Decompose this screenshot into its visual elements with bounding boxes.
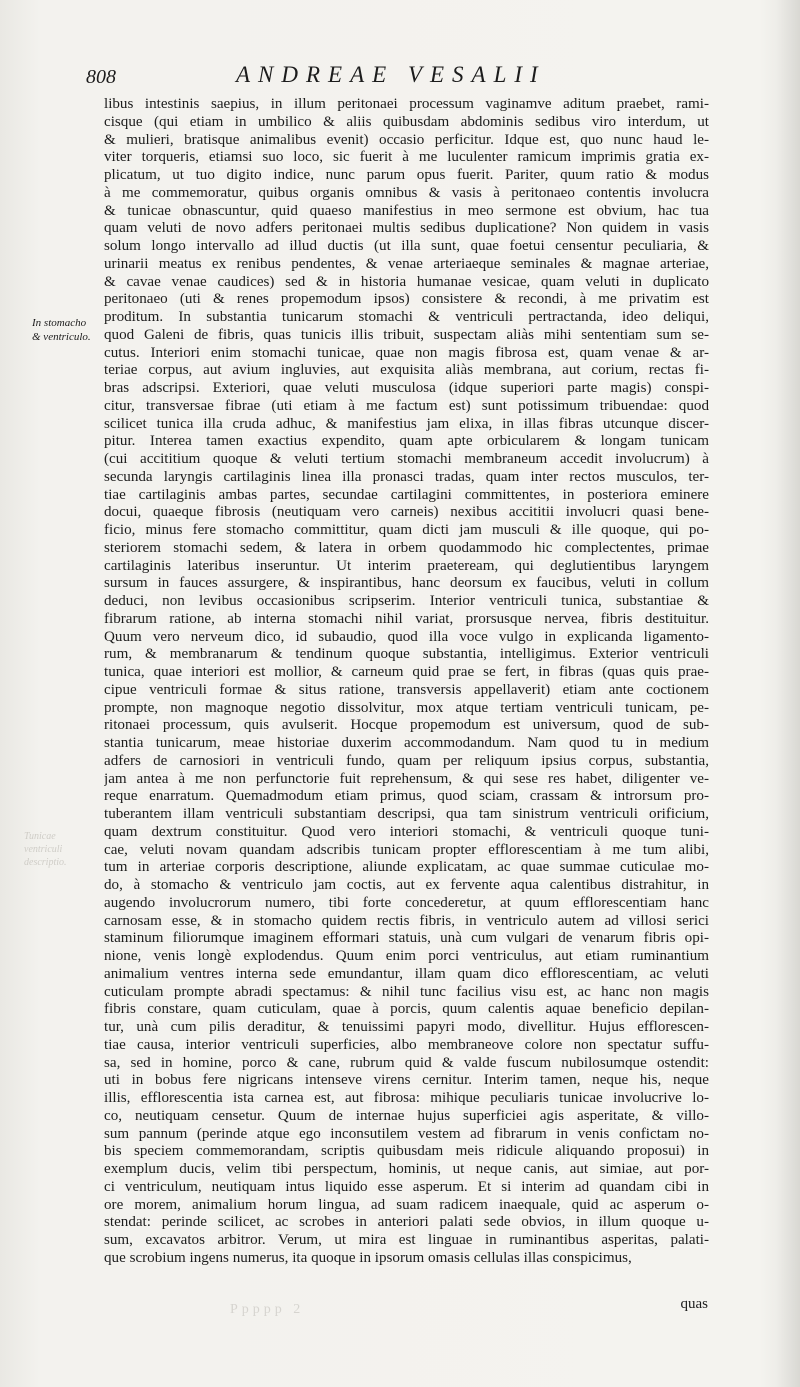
text-line: co, neutiquam censetur. Quum de internae hujus superficiei agis asperitate, & villo-: [104, 1107, 709, 1124]
text-line: stendat: perinde scilicet, ac scrobes in anteriori palati sede obvios, in illum quoque u-: [104, 1214, 709, 1231]
text-line: prompte, non magnoque negotio dissolvitur, mox atque tertiam ventriculi tunicam, pe-: [104, 699, 709, 716]
text-line: adfers de carnosiori in ventriculi fundo, quam per reliquum ipsius corpus, substantia,: [104, 752, 709, 769]
text-line: nione, venis longè explodendus. Quum enim porci ventriculus, aut etiam ruminantium: [104, 948, 709, 964]
page-number: 808: [86, 66, 116, 88]
text-line: teriae corpus, aut avium ingluvies, aut exquisita aliàs membrana, aut corium, rectas fi-: [104, 362, 709, 379]
text-line: & cavae venae caudices) sed & in historia humanae vesicae, quam veluti in duplicato: [104, 273, 709, 290]
text-line: sum, excavatos arbitror. Verum, ut mira est linguae in ruminantibus asperitas, palati-: [104, 1232, 709, 1248]
text-line: cipue ventriculi formae & situs ratione, transversis appellaverit) etiam ante coctionem: [104, 681, 709, 698]
text-line: uti in bobus fere nigricans intenseve virens cernitur. Interim tamen, neque his, neque: [104, 1072, 709, 1089]
text-line: Quum vero nerveum dico, id subaudio, quod illa voce vulgo in explicanda ligamento-: [104, 628, 709, 645]
text-line: peritonaeo (uti & renes propemodum ipsos) consistere & recondi, à me privatim est: [104, 291, 709, 308]
text-line: secunda laryngis cartilaginis linea illa pronasci tradas, quam inter rectos musculos, ter-: [104, 468, 709, 485]
text-line: carnosam esse, & in stomacho quidem rectis fibris, in ventriculo autem ad villosi serici: [104, 912, 709, 929]
text-line: tum in arteriae corporis descriptione, aliunde explicatam, ac quae summae cuticulae mo-: [104, 859, 709, 876]
text-line: proditum. In substantia tunicarum stomachi & ventriculi pertractanda, ideo deliqui,: [104, 309, 709, 325]
text-line: tiae cartilaginis ambas partes, secundae cartilagini committentes, in posteriora eminere: [104, 486, 709, 503]
text-line: bras adscripsi. Exteriori, quae veluti musculosa (idque superiori parte magis) conspi-: [104, 380, 709, 396]
text-line: docui, quaeque fibrosis (neutiquam vero carneis) nexibus accititii involucri quasi bene-: [104, 504, 709, 521]
text-line: solum longo intervallo ad illud ductis (ut illa sunt, quae foetui censentur peculiaria, &: [104, 238, 709, 254]
text-line: jam antea à me non perfunctorie fuit reprehensum, & qui sese res habet, diligenter ve-: [104, 770, 709, 787]
text-line: quam veluti de novo adfers peritonaei multis sedibus duplicatione? Non quidem in vasis: [104, 220, 709, 237]
text-line: rum, & membranarum & tendinum quoque substantia, intelligimus. Exterior ventriculi: [104, 646, 709, 663]
margin-note-line: In stomacho: [32, 317, 87, 329]
text-line: tuberantem illam ventriculi substantiam descripsi, qua tam sinistrum ventriculi orificium,: [104, 806, 709, 822]
page-header: [86, 60, 716, 96]
text-line: staminum filiorumque imaginem efformari statuis, unà cum vulgari de venarum fibris opi-: [104, 930, 709, 947]
text-line: pitur. Interea tamen exactius expendito, quam apte orbicularem & longam tunicam: [104, 433, 709, 450]
faint-margin-note-line: ventriculi: [24, 844, 63, 855]
text-line: que scrobium ingens numerus, ita quoque in ipsorum omasis cellulas illas conspicimus,: [104, 1249, 632, 1266]
text-line: steriorem stomachi sedem, & latera in orbem quodammodo hic complectentes, primae: [104, 539, 709, 556]
page-edge-shadow: [776, 0, 800, 1387]
text-line: à me commemoratur, quibus organis omnibus & vasis à peritonaeo contentis involucra: [104, 184, 709, 201]
text-line: citur, transversae fibrae (uti etiam à me factum est) sunt potissimum tribuendae: quod: [104, 397, 709, 414]
text-line: stantia tunicarum, meae historiae duxerim accommodandum. Nam quod tu in medium: [104, 735, 709, 751]
text-line: sum pannum (perinde atque ego inconsutilem vestem ad fibrarum in venis confictam no-: [104, 1125, 709, 1142]
margin-note-line: & ventriculo.: [32, 331, 91, 343]
text-line: urinarii meatus ex renibus pendentes, & venae arteriaeque seminales & magnae arteriae,: [104, 255, 709, 272]
text-line: ci ventriculum, neutiquam intus liquido esse asperum. Et si interim ad quandam cibi in: [104, 1178, 709, 1195]
text-line: sa, sed in homine, porco & cane, rubrum quid & valde fuscum nubilosumque ostendit:: [104, 1054, 709, 1071]
text-line: ficio, minus fere stomacho committitur, quam dicti jam musculi & ille quoque, qui po-: [104, 522, 709, 538]
text-line: tunica, quae interiori est mollior, & carneum quid prae se fert, in fibras (quas quis prae-: [104, 664, 709, 680]
text-line: animalium ventres interna sede emundantur, illam quam dico efflorescentiam, ac veluti: [104, 965, 709, 982]
signature-mark: Ppppp 2: [230, 1302, 305, 1317]
text-line: quod Galeni de fibris, quas tunicis illis tribuit, suspectam aliàs mihi sententiam sum se-: [104, 326, 709, 343]
text-line: tur, unà cum pilis deraditur, & tenuissimi papyri modo, divellitur. Hujus efflorescen-: [104, 1019, 709, 1035]
text-line: cisque (qui etiam in umbilico & aliis quibusdam abdominis sedibus viro interdum, ut: [104, 113, 709, 130]
text-line: cartilaginis lateribus inseruntur. Ut interim praeteream, qui deglutientibus laryngem: [104, 557, 709, 574]
text-line: cae, veluti novam quandam adscribis tunicam propter efflorescentiam à me tum alibi,: [104, 841, 709, 858]
text-line: plicatum, ut tuo digito indice, nunc parum opus fuerit. Pariter, quum ratio & modus: [104, 167, 709, 183]
text-line: (cui accititium quoque & veluti tertium stomachi membraneum accedit involucrum) à: [104, 451, 709, 467]
text-line: cutus. Interiori enim stomachi tunicae, quae non magis fibrosa est, quam venae & ar-: [104, 344, 709, 361]
faint-margin-note: [24, 830, 94, 869]
text-line: ritonaei processum, quis avulserit. Hocque propemodum est universum, quod de sub-: [104, 717, 709, 734]
text-line: cuticulam prompte abradi spectamus: & nihil tunc facilius visu est, ac hanc non magis: [104, 983, 709, 1000]
text-line: do, à stomacho & ventriculo jam coctis, aut ex fervente aqua calentibus distrahitur, in: [104, 877, 709, 893]
margin-note: [32, 316, 100, 344]
text-line: illis, efflorescentia ista carnea est, aut fibrosa: mihique peculiaris tunicae involucrive lo-: [104, 1090, 709, 1106]
text-line: scilicet tunica illa cruda adhuc, & manifestius jam elixa, in illas fibras utcunque discer-: [104, 415, 709, 432]
faint-margin-note-line: Tunicae: [24, 831, 56, 842]
text-line: augendo involucrorum numero, tibi forte concederetur, at quum efflorescentiam hanc: [104, 894, 709, 911]
text-line: viter torqueris, etiamsi suo loco, sic fuerit à me luculenter ramicum imprimis gratia ex-: [104, 149, 709, 166]
text-line: exemplum ducis, velim tibi perspectum, hominis, ut neque canis, aut simiae, aut por-: [104, 1161, 709, 1177]
catchword: quas: [680, 1296, 708, 1312]
text-line: & tunicae obnascuntur, quid quaeso manifestius in meo sermone est obvium, hac tua: [104, 202, 709, 219]
running-head: ANDREAE VESALII: [236, 62, 546, 87]
text-line: quam dextrum constituitur. Quod vero interiori stomachi, & ventriculi quoque tuni-: [104, 823, 709, 840]
body-text: [104, 96, 709, 1268]
text-line: reque enarratum. Quemadmodum etiam primus, quod sciam, crassam & introrsum pro-: [104, 788, 709, 805]
text-line: bis speciem commemorandam, scriptis quibusdam meis ridicule aliquando proposui) in: [104, 1143, 709, 1160]
text-line: & mulieri, bratisque animalibus evenit) occasio perficitur. Idque est, quo nunc haud le-: [104, 131, 709, 148]
text-line: tiae causa, interior ventriculi superficies, albo membraneove colore non spectatur suffu-: [104, 1036, 709, 1053]
text-line: ore morem, animalium horum lingua, ad suam radicem inaequale, quid ac asperum o-: [104, 1196, 709, 1213]
text-line: fibrarum ratione, ab interna stomachi nihil variat, prorsusque nervea, fibris destituitur.: [104, 610, 709, 627]
text-line: libus intestinis saepius, in illum peritonaei processum vaginamve aditum praebet, rami-: [104, 96, 709, 112]
text-line: sursum in fauces assurgere, & inspirantibus, hanc deorsum ex faucibus, veluti in collum: [104, 575, 709, 592]
faint-margin-note-line: descriptio.: [24, 857, 67, 868]
text-line: fibris constare, quam cuticulam, quae à porcis, quum calentis aquae beneficio depilan-: [104, 1001, 709, 1018]
text-line: deduci, non levibus occasionibus scripserim. Interior ventriculi tunica, substantiae &: [104, 593, 709, 609]
